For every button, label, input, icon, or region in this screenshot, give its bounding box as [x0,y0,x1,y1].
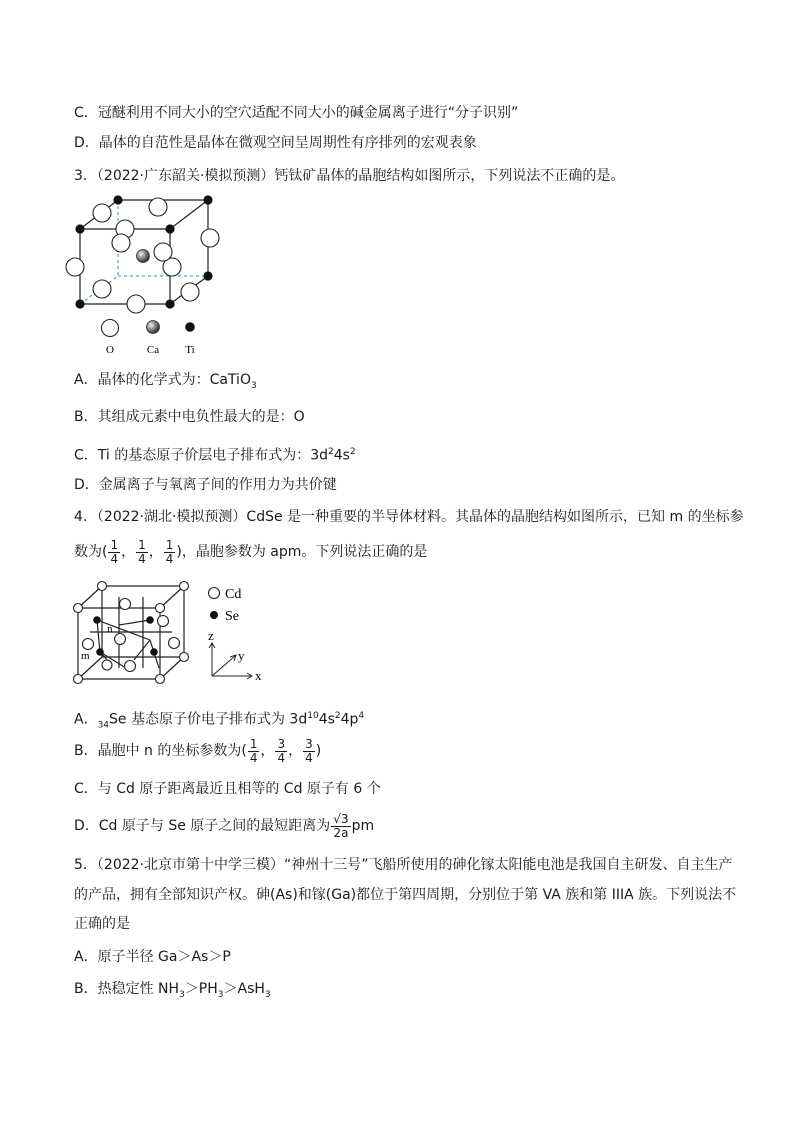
q5-stem-line2: 的产品，拥有全部知识产权。砷(As)和镓(Ga)都位于第四周期，分别位于第 VA 族和第 IIIA 族。下列说法不 [74,887,737,903]
legend-cd-label: Cd [225,587,242,602]
legend-ca-atom [147,321,160,334]
atom-label-n: n [107,623,113,635]
axis-z-label: z [208,628,214,643]
cdse-unit-cell-figure [64,580,274,692]
prev-option-d: D．晶体的自范性是晶体在微观空间呈周期性有序排列的宏观表象 [74,135,477,151]
q5-option-a: A．原子半径 Ga＞As＞P [74,949,231,965]
perovskite-legend [102,320,195,357]
axis-x-label: x [255,668,262,683]
perovskite-unit-cell-figure [62,190,232,362]
q5-option-b: B．热稳定性 $NH_3>PH_3>AsH_3$ [74,981,271,1000]
q5-stem-line1: 5．（2022·北京市第十中学三模）“神州十三号”飞船所使用的砷化镓太阳能电池是我国自主研发、自主生产 [74,857,733,873]
legend-o-label: O [106,344,114,356]
q4-stem-line2: 数为( $\frac{1}{4}$ ， $\frac{1}{4}$ ， $\frac{1}{4}$ )，晶胞参数为 apm。下列说法正确的是 [74,537,428,566]
atom-label-m: m [81,650,90,662]
legend-o-atom [102,320,119,337]
coordinate-axes [209,643,252,679]
axis-y-label: y [238,648,245,663]
q3-option-d: D．金属离子与氧离子间的作用力为共价键 [74,477,337,493]
legend-ti-atom [185,322,195,332]
q3-option-a: A．晶体的化学式为：CaTiO$_3$ [74,372,257,391]
legend-cd-atom [209,588,220,599]
q4-stem-line1: 4．（2022·湖北·模拟预测）CdSe 是一种重要的半导体材料。其晶体的晶胞结构如图所示，已知 m 的坐标参 [74,509,744,525]
legend-ca-label: Ca [146,344,160,356]
legend-ti-label: Ti [185,344,195,356]
legend-se-label: Se [225,609,239,624]
q5-stem-line3: 正确的是 [74,916,130,932]
cdse-legend [209,587,242,624]
legend-se-atom [210,611,218,619]
q3-stem: 3．（2022·广东韶关·模拟预测）钙钛矿晶体的晶胞结构如图所示，下列说法不正确的是。 [74,168,625,184]
q4-option-d: D．Cd 原子与 Se 原子之间的最短距离为 $\frac{√3}{2a}$ pm [74,811,375,840]
q4-option-c: C．与 Cd 原子距离最近且相等的 Cd 原子有 6 个 [74,781,381,797]
q4-option-b: B．晶胞中 n 的坐标参数为( $\frac{1}{4}$ ， $\frac{3}{4}$ ， $\frac{3}{4}$ ) [74,736,322,765]
prev-option-c: C．冠醚利用不同大小的空穴适配不同大小的碱金属离子进行“分子识别” [74,105,519,121]
q3-option-b: B．其组成元素中电负性最大的是：O [74,409,305,425]
q3-option-c: C．Ti 的基态原子价层电子排布式为：$3d^24s^2$ [74,447,356,464]
q4-option-a: A．$_{34}$Se 基态原子价电子排布式为 $3d^{10}4s^24p^4$ [74,711,365,731]
